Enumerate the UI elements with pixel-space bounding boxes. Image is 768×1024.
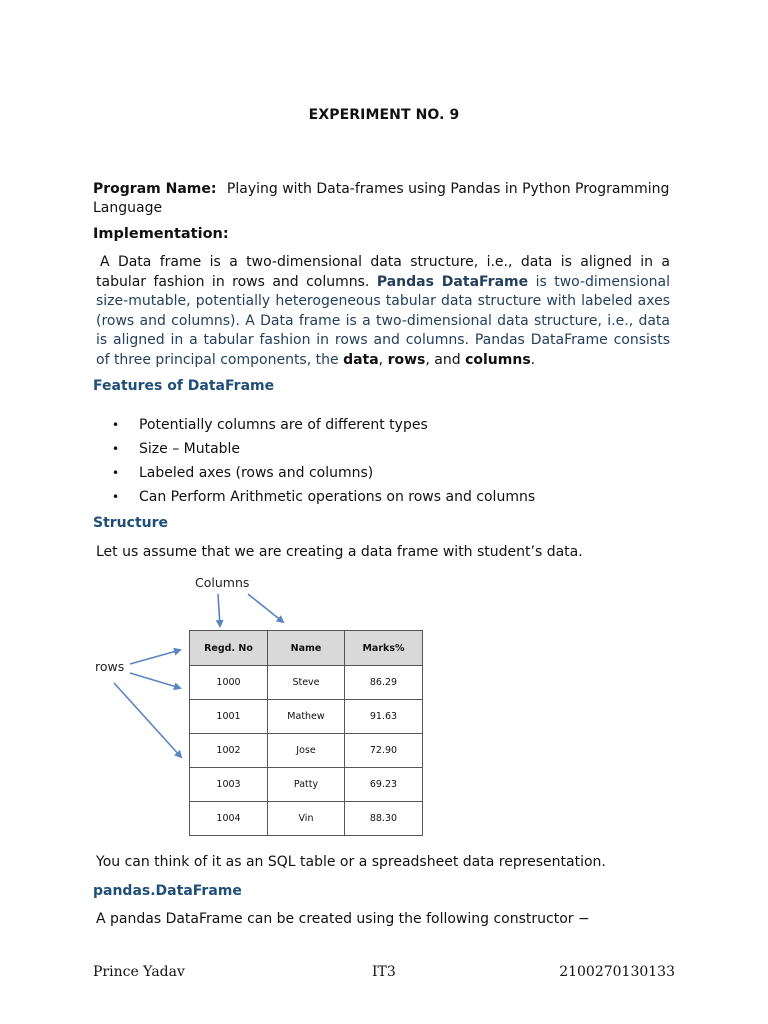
table-cell: Steve	[268, 666, 345, 700]
rows-label: rows	[95, 659, 125, 674]
table-cell: Vin	[268, 802, 345, 836]
table-cell: 1000	[190, 666, 268, 700]
pandas-dataframe-heading: pandas.DataFrame	[93, 883, 242, 899]
footer-name: Prince Yadav	[93, 964, 185, 980]
table-cell: 72.90	[345, 734, 423, 768]
columns-label: Columns	[195, 575, 250, 590]
para-keyword-rows: rows	[387, 351, 426, 368]
arrow-to-header-row	[130, 650, 180, 664]
program-name-value: Playing with Data-frames using Pandas in Python Programming Language	[93, 181, 670, 216]
bullet-icon: •	[112, 442, 120, 456]
table-cell: 1001	[190, 700, 268, 734]
table-cell: 86.29	[345, 666, 423, 700]
header-name: Name	[268, 631, 345, 666]
arrow-to-row-3	[114, 683, 181, 757]
table-row	[190, 768, 423, 802]
footer-roll: 2100270130133	[559, 964, 675, 980]
implementation-paragraph	[96, 253, 670, 370]
table-cell: 69.23	[345, 768, 423, 802]
table-row	[190, 700, 423, 734]
table-cell: 91.63	[345, 700, 423, 734]
arrow-to-column-1	[218, 594, 220, 626]
header-marks: Marks%	[345, 631, 423, 666]
table-cell: Patty	[268, 768, 345, 802]
table-row	[190, 802, 423, 836]
table-cell: Mathew	[268, 700, 345, 734]
list-item: • Size – Mutable	[112, 437, 535, 461]
footer-class: IT3	[372, 964, 396, 980]
program-name	[93, 180, 678, 218]
table-row	[190, 666, 423, 700]
para-sep-2: , and	[425, 351, 461, 368]
bullet-icon: •	[112, 466, 120, 480]
para-bold-pandas-dataframe: Pandas DataFrame	[376, 273, 529, 290]
table-cell: 1004	[190, 802, 268, 836]
bullet-icon: •	[112, 418, 120, 432]
table-header-row	[190, 631, 423, 666]
experiment-title: EXPERIMENT NO. 9	[308, 107, 460, 123]
features-heading: Features of DataFrame	[93, 378, 275, 394]
list-item: • Can Perform Arithmetic operations on rows and columns	[112, 485, 535, 509]
para-sep-1: ,	[378, 351, 384, 368]
para-part-1: A Data frame is a two-dimensional data structure, i.e., data is aligned in a tabular fashion in rows and columns.	[96, 254, 670, 290]
para-end: .	[530, 351, 536, 368]
header-regd-no: Regd. No	[190, 631, 268, 666]
page-footer	[93, 964, 675, 982]
para-keyword-columns: columns	[465, 351, 531, 368]
dataframe-table	[189, 630, 423, 836]
table-cell: Jose	[268, 734, 345, 768]
list-item: • Labeled axes (rows and columns)	[112, 461, 535, 485]
table-row	[190, 734, 423, 768]
para-keyword-data: data	[343, 351, 379, 368]
structure-after-text: You can think of it as an SQL table or a spreadsheet data representation.	[96, 854, 606, 870]
program-name-label: Program Name:	[93, 181, 217, 197]
table-cell: 1003	[190, 768, 268, 802]
list-item: • Potentially columns are of different types	[112, 413, 535, 437]
features-list	[112, 413, 535, 509]
arrow-to-column-2	[248, 594, 283, 622]
implementation-heading: Implementation:	[93, 226, 229, 242]
bullet-icon: •	[112, 490, 120, 504]
para-part-3: is two-dimensional size-mutable, potentially heterogeneous tabular data structure with labeled axes (rows and columns). A Data frame is a two-dimensional data structure, i.e., data is aligned in a tabular fashion in rows and columns. Pandas DataFrame consists of three principal components, the	[96, 273, 671, 368]
structure-heading: Structure	[93, 515, 169, 531]
pandas-dataframe-text: A pandas DataFrame can be created using the following constructor −	[96, 911, 590, 927]
structure-text: Let us assume that we are creating a data frame with student’s data.	[96, 544, 583, 560]
table-cell: 1002	[190, 734, 268, 768]
table-cell: 88.30	[345, 802, 423, 836]
arrow-to-row-1	[130, 673, 180, 688]
